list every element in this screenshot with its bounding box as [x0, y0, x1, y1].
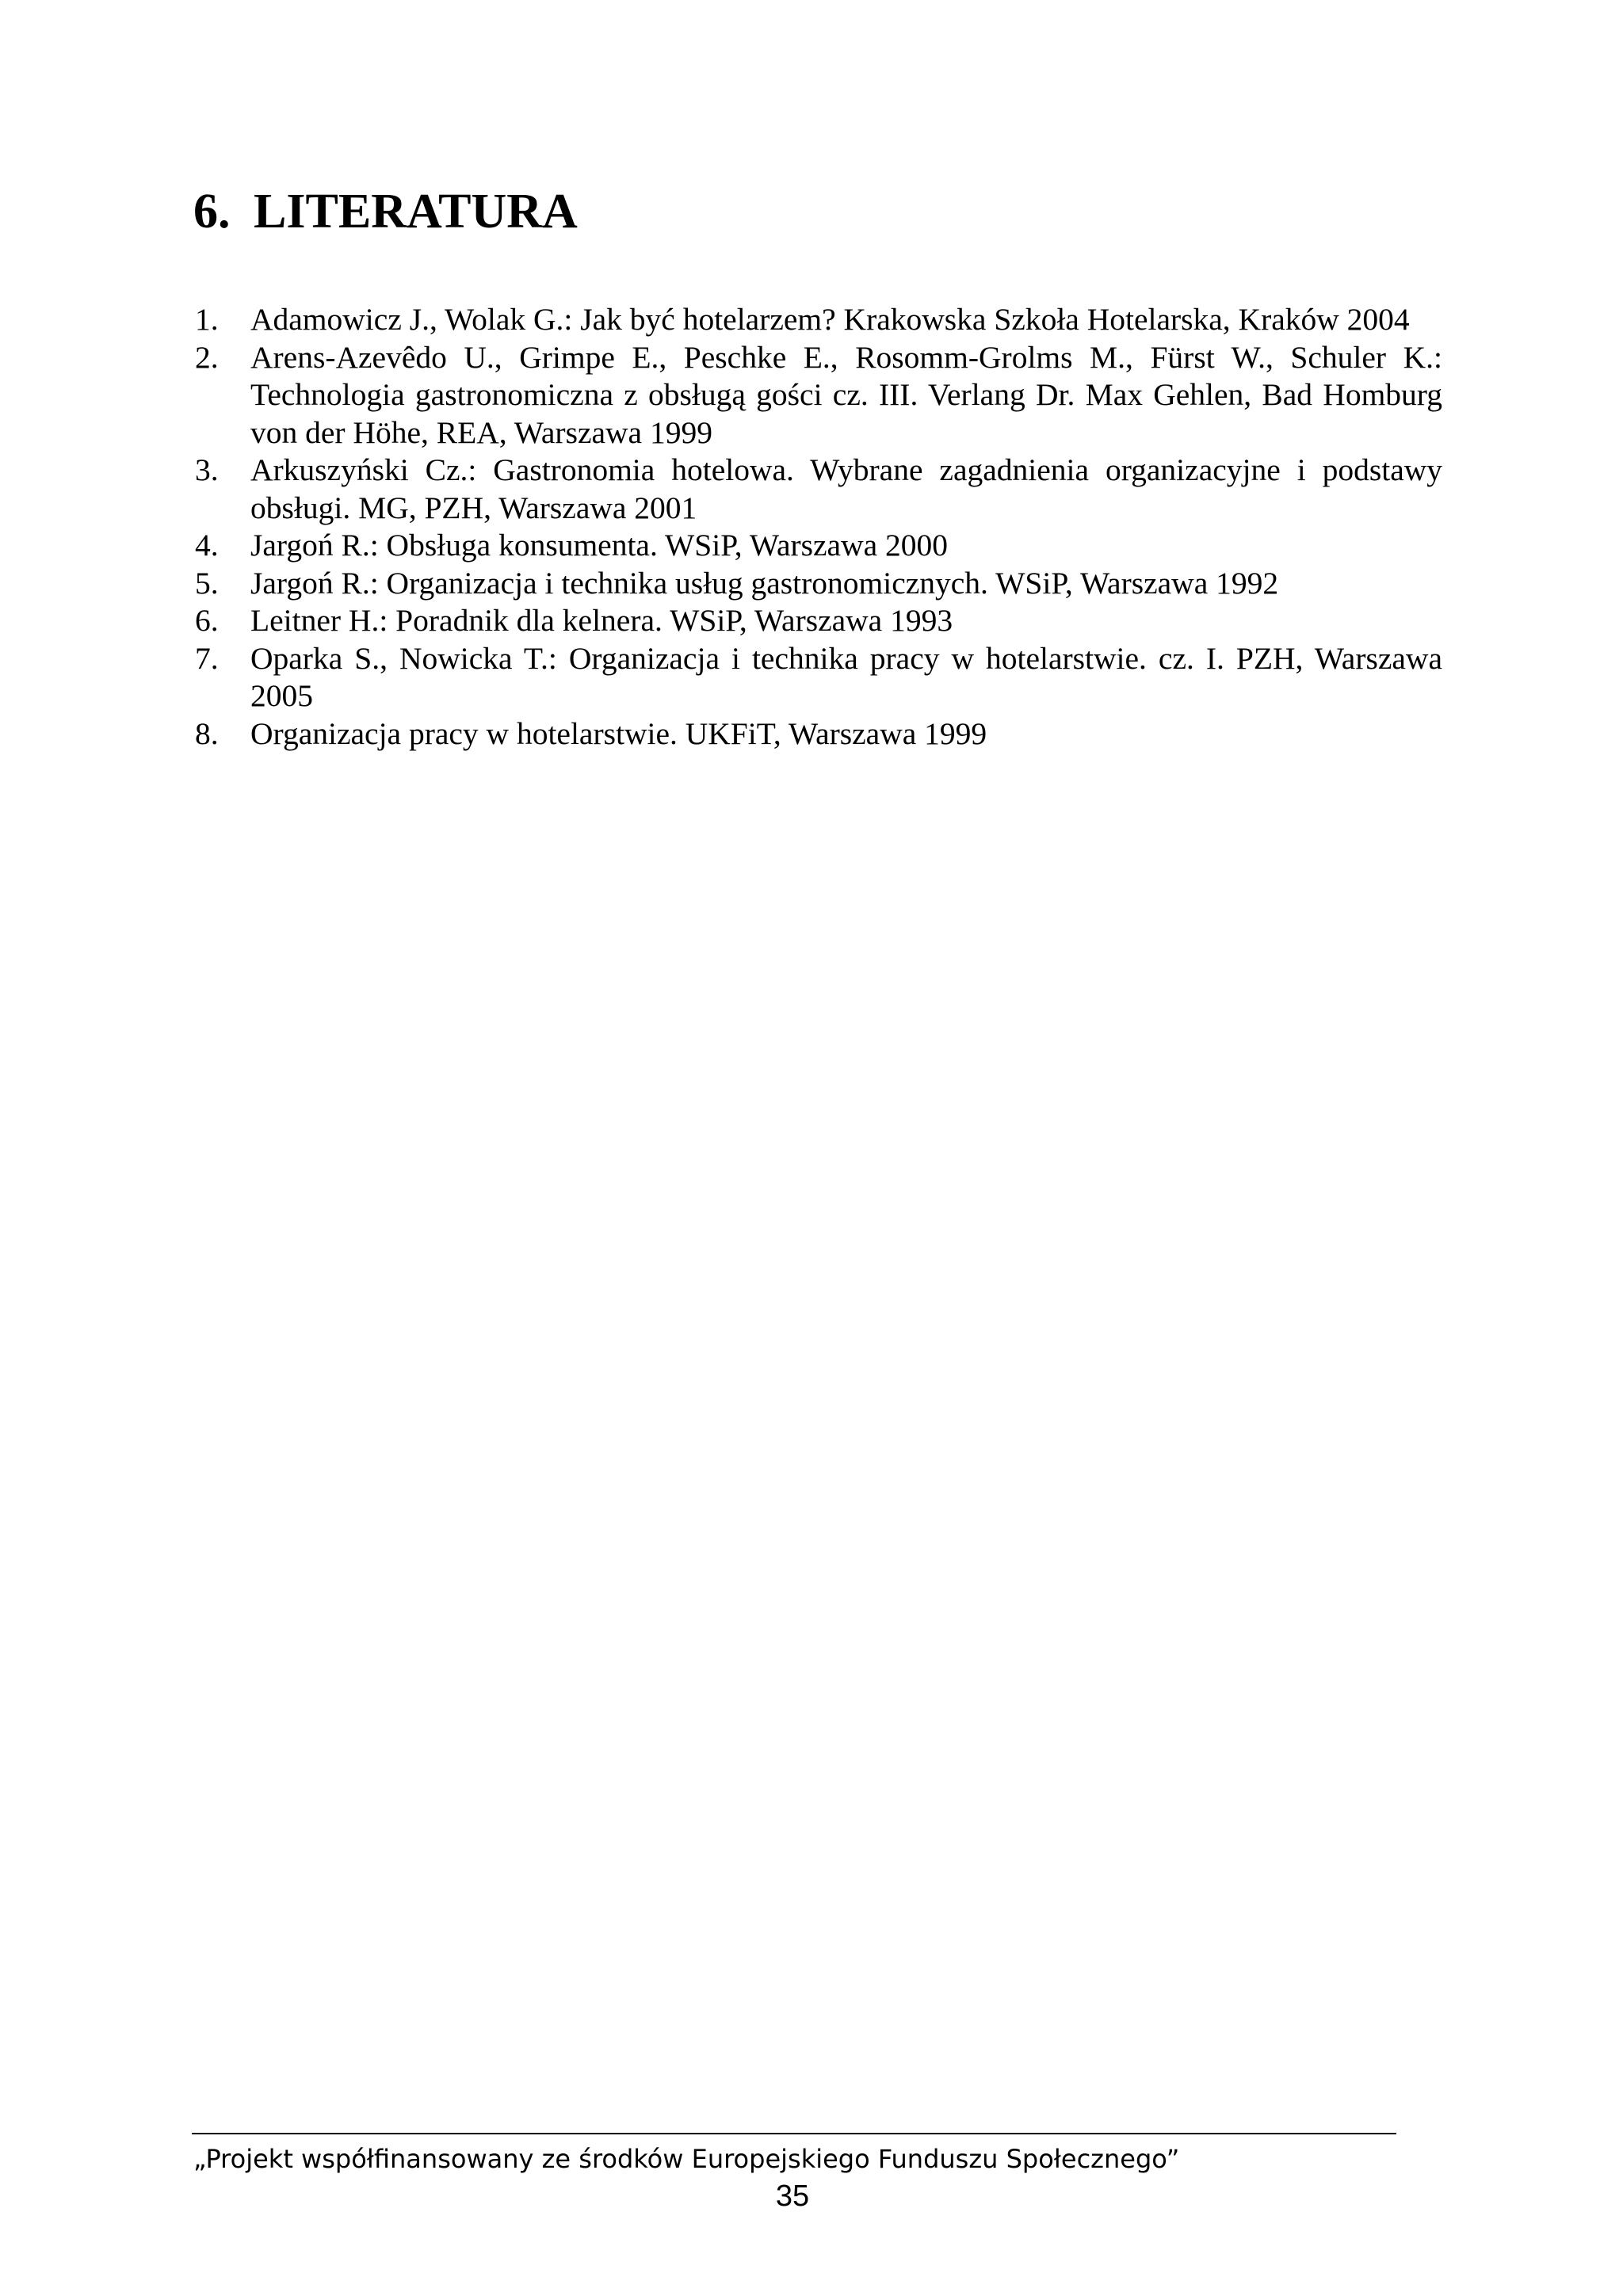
page-number: 35 — [775, 2180, 810, 2213]
reference-item — [195, 301, 1442, 339]
reference-text: Leitner H.: Poradnik dla kelnera. WSiP, Warszawa 1993 — [250, 603, 953, 638]
reference-number: 4. — [195, 528, 219, 563]
reference-item — [195, 339, 1442, 452]
reference-number: 5. — [195, 565, 219, 601]
reference-item — [195, 640, 1442, 715]
reference-item — [195, 452, 1442, 527]
reference-text: Arens-Azevêdo U., Grimpe E., Peschke E., Rosomm-Grolms M., Fürst W., Schuler K.: Technologia gastronomiczna z obsługą gości cz. III. Verlang Dr. Max Gehlen, Bad Homburg von der Höhe, REA, Warszawa 1999 — [250, 339, 1442, 450]
reference-number: 8. — [195, 715, 219, 751]
reference-text: Oparka S., Nowicka T.: Organizacja i technika pracy w hotelarstwie. cz. I. PZH, Warszawa 2005 — [250, 640, 1442, 713]
reference-number: 2. — [195, 339, 219, 375]
reference-text: Jargoń R.: Obsługa konsumenta. WSiP, Warszawa 2000 — [250, 528, 949, 563]
section-number: 6. — [193, 185, 231, 238]
reference-item — [195, 602, 1442, 640]
reference-text: Organizacja pracy w hotelarstwie. UKFiT, Warszawa 1999 — [250, 715, 987, 751]
section-title: LITERATURA — [254, 185, 578, 238]
reference-number: 1. — [195, 302, 219, 337]
reference-text: Arkuszyński Cz.: Gastronomia hotelowa. Wybrane zagadnienia organizacyjne i podstawy obsługi. MG, PZH, Warszawa 2001 — [250, 452, 1442, 525]
reference-item — [195, 715, 1442, 753]
reference-number: 3. — [195, 452, 219, 487]
reference-item — [195, 565, 1442, 603]
reference-text: Adamowicz J., Wolak G.: Jak być hotelarzem? Krakowska Szkoła Hotelarska, Kraków 2004 — [250, 302, 1410, 337]
reference-number: 7. — [195, 640, 219, 676]
reference-number: 6. — [195, 603, 219, 638]
section-heading — [193, 187, 578, 236]
footer-funding-note: „Projekt współfinansowany ze środków Europejskiego Funduszu Społecznego” — [193, 2144, 1180, 2174]
reference-item — [195, 527, 1442, 565]
footer-divider — [192, 2133, 1396, 2134]
reference-list — [195, 301, 1442, 753]
reference-text: Jargoń R.: Organizacja i technika usług gastronomicznych. WSiP, Warszawa 1992 — [250, 565, 1279, 601]
